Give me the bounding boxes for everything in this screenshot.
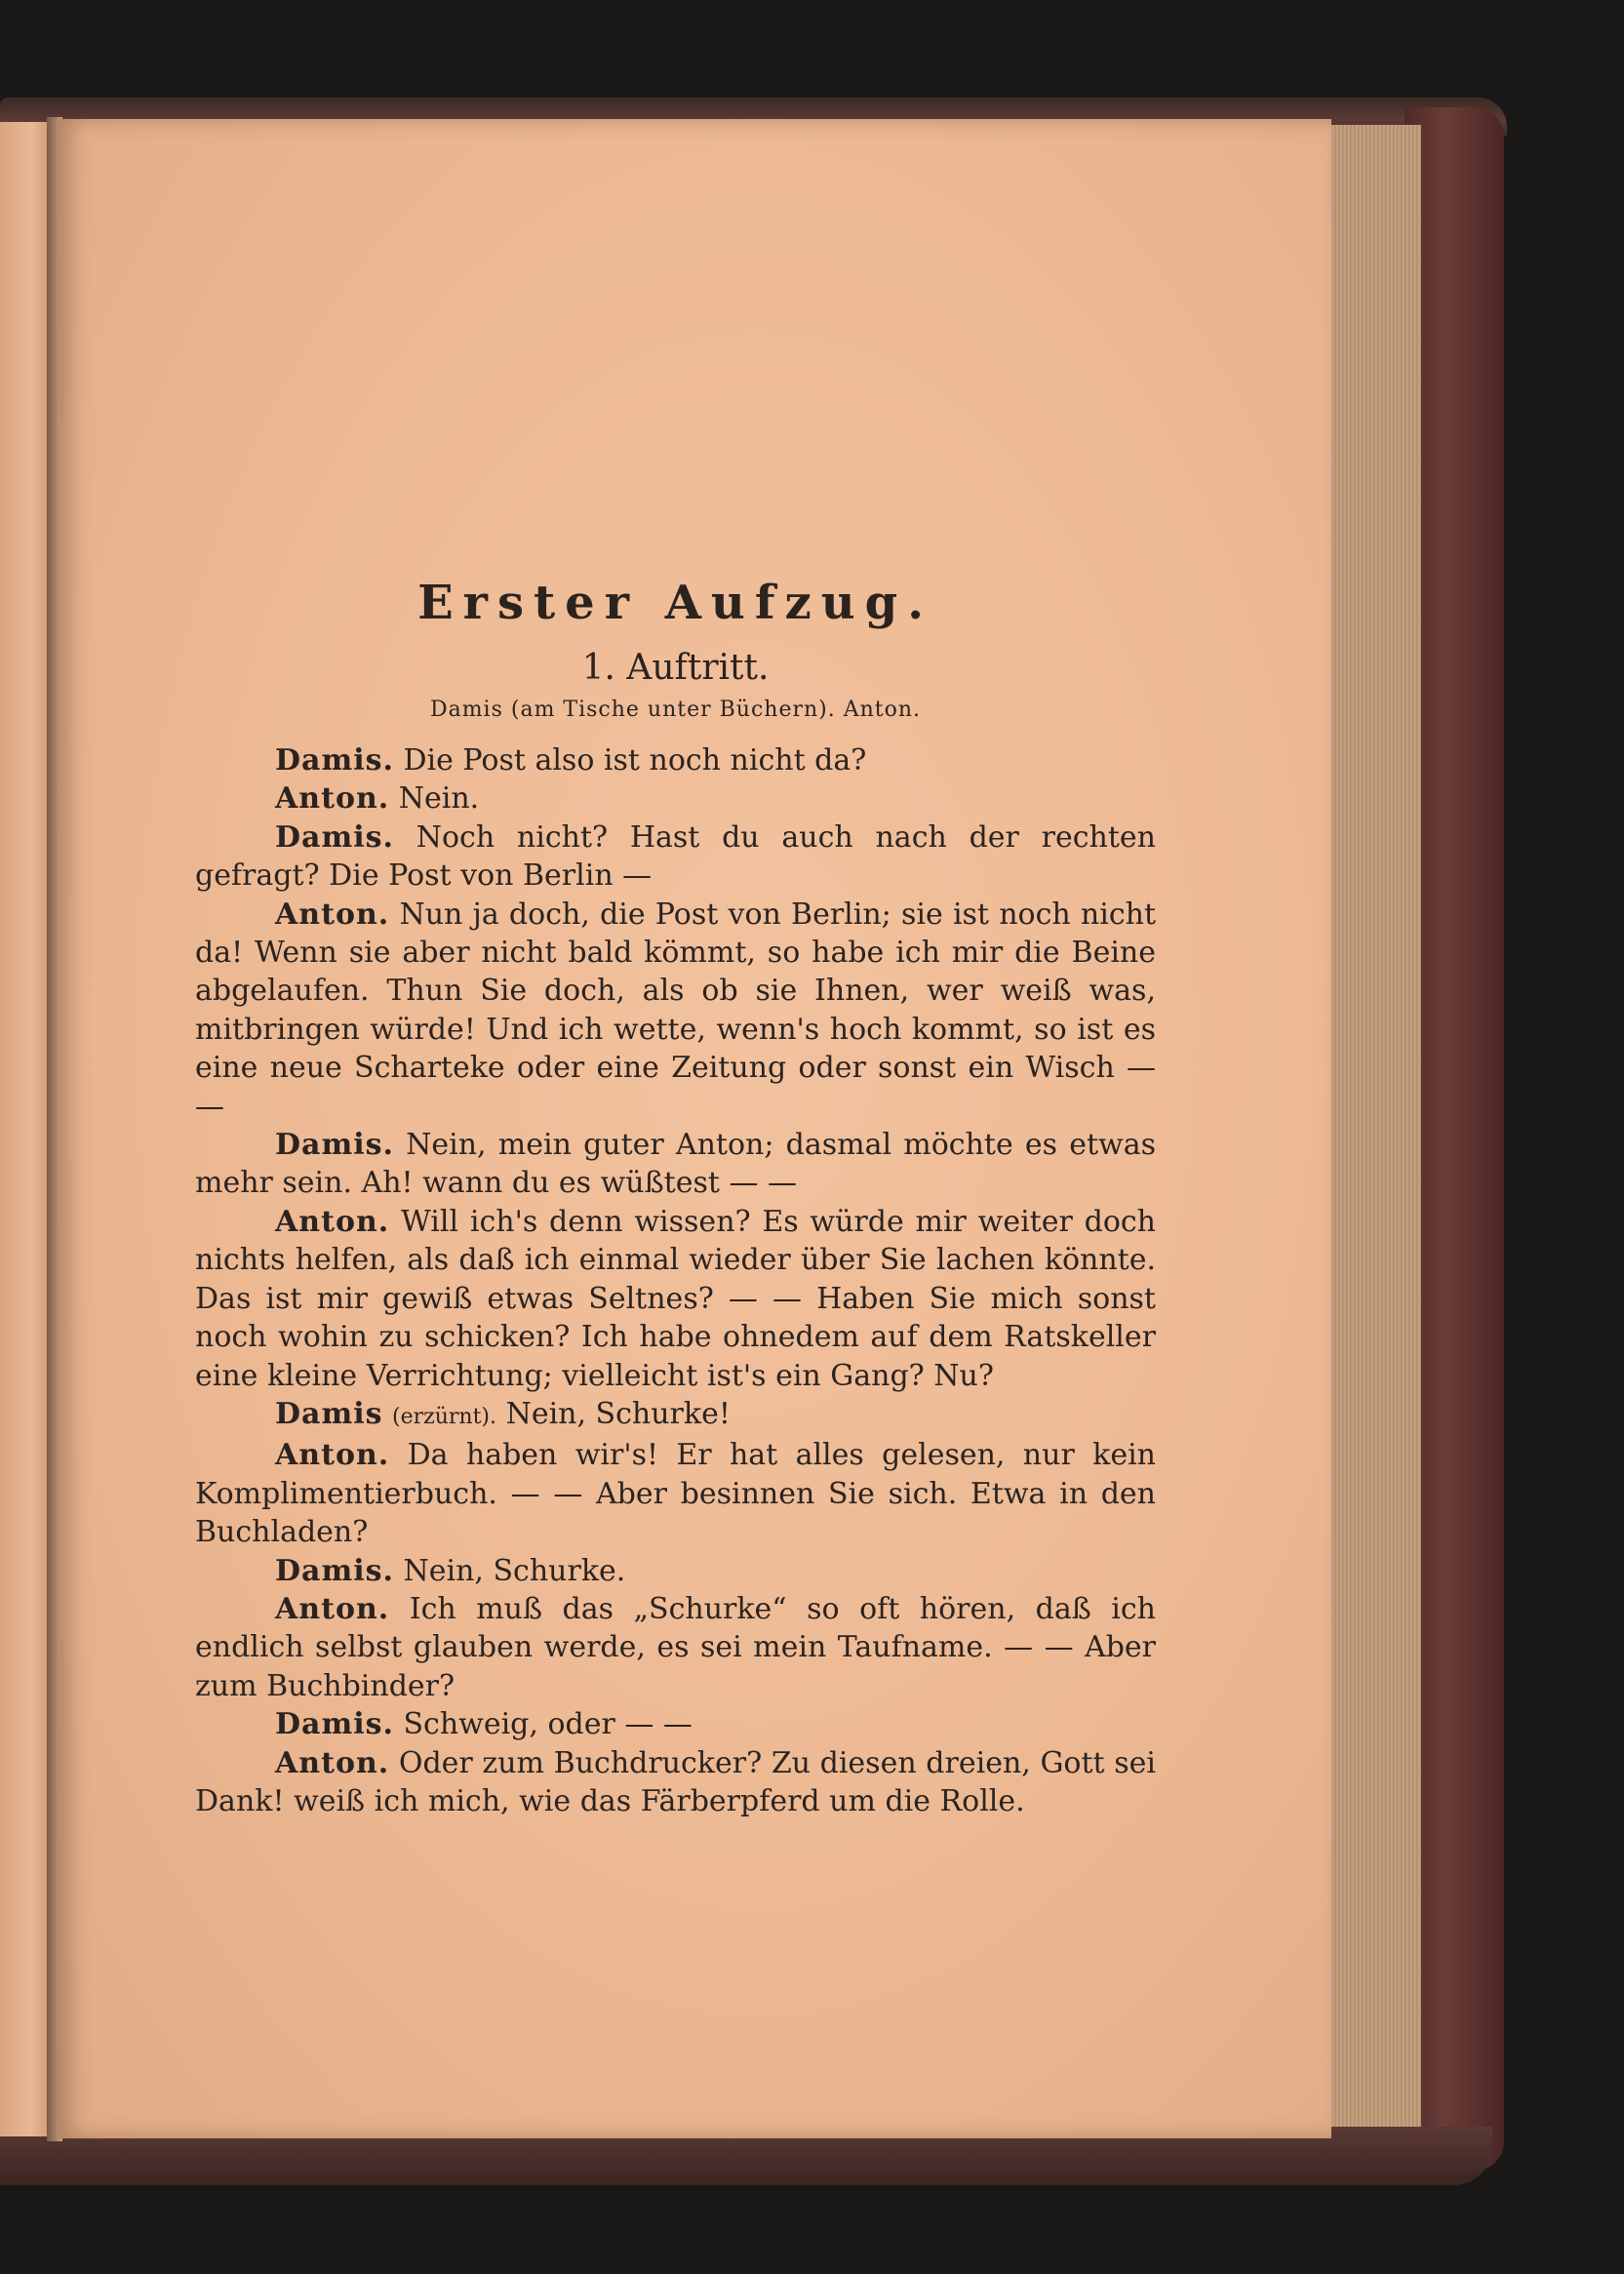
spoken-text: Nein, Schurke. (403, 1553, 626, 1588)
spoken-text: Will ich's denn wissen? Es würde mir weiter doch nichts helfen, als daß ich einmal wieder über Sie lachen könnte. Das ist mir gewiß etwas Seltnes? — — Haben Sie mich sonst noch wohin zu schicken? Ich habe ohnedem auf dem Ratskeller eine kleine Verrichtung; vielleicht ist's ein Gang? Nu? (195, 1204, 1156, 1393)
dialogue-line (195, 896, 1156, 1126)
dialogue-line (195, 1590, 1156, 1705)
spoken-text: Nein, Schurke! (505, 1396, 731, 1431)
dialogue-line (195, 1705, 1156, 1743)
act-heading: Erster Aufzug. (417, 576, 933, 630)
spoken-text: Schweig, oder — — (403, 1707, 693, 1742)
spoken-text: Nein, mein guter Anton; dasmal möchte es etwas mehr sein. Ah! wann du es wüßtest — — (195, 1128, 1156, 1201)
dialogue-line (195, 1126, 1156, 1203)
speaker-name: Anton. (275, 1591, 390, 1626)
speaker-name: Damis (275, 1396, 383, 1431)
spoken-text: Oder zum Buchdrucker? Zu diesen dreien, Gott sei Dank! weiß ich mich, wie das Färberpferd um die Rolle. (195, 1745, 1156, 1818)
dialogue-line (195, 741, 1156, 779)
speaker-name: Damis. (275, 1553, 394, 1588)
speaker-name: Anton. (275, 1438, 390, 1473)
spoken-text: Nein. (398, 781, 480, 817)
spoken-text: Noch nicht? Hast du auch nach der rechten gefragt? Die Post von Berlin — (195, 819, 1156, 894)
dialogue-line (195, 779, 1156, 818)
spoken-text: Da haben wir's! Er hat alles gelesen, nur kein Komplimentierbuch. — — Aber besinnen Sie sich. Etwa in den Buchladen? (195, 1438, 1156, 1550)
speaker-name: Damis. (275, 743, 394, 778)
cast-line: Damis (am Tische unter Büchern). Anton. (429, 698, 922, 722)
dialogue-line (195, 818, 1156, 896)
speaker-name: Damis. (275, 819, 394, 855)
speaker-name: Anton. (275, 897, 390, 932)
dialogue-line (195, 1744, 1156, 1821)
spoken-text: Nun ja doch, die Post von Berlin; sie ist noch nicht da! Wenn sie aber nicht bald kömmt, so habe ich mir die Beine abgelaufen. Thun Sie doch, als ob sie Ihnen, wer weiß was, mitbringen würde! Und ich wette, wenn's hoch kommt, so ist es eine neue Scharteke oder eine Zeitung oder sonst ein Wisch — — (195, 897, 1156, 1124)
dialogue-line (195, 1395, 1156, 1436)
dialogue-line (195, 1436, 1156, 1551)
dialogue (195, 741, 1156, 1820)
speaker-name: Damis. (275, 1707, 394, 1742)
speaker-name: Anton. (275, 1204, 390, 1239)
spoken-text: Die Post also ist noch nicht da? (403, 743, 867, 778)
page-text (195, 576, 1156, 1820)
dialogue-line (195, 1203, 1156, 1395)
scene-heading: 1. Auftritt. (581, 648, 770, 688)
stage-direction: (erzürnt). (392, 1404, 497, 1429)
speaker-name: Anton. (275, 781, 390, 817)
spoken-text: Ich muß das „Schurke“ so oft hören, daß ich endlich selbst glauben werde, es sei mein Taufname. — — Aber zum Buchbinder? (195, 1591, 1156, 1703)
speaker-name: Damis. (275, 1128, 394, 1163)
dialogue-line (195, 1552, 1156, 1590)
speaker-name: Anton. (275, 1745, 390, 1780)
